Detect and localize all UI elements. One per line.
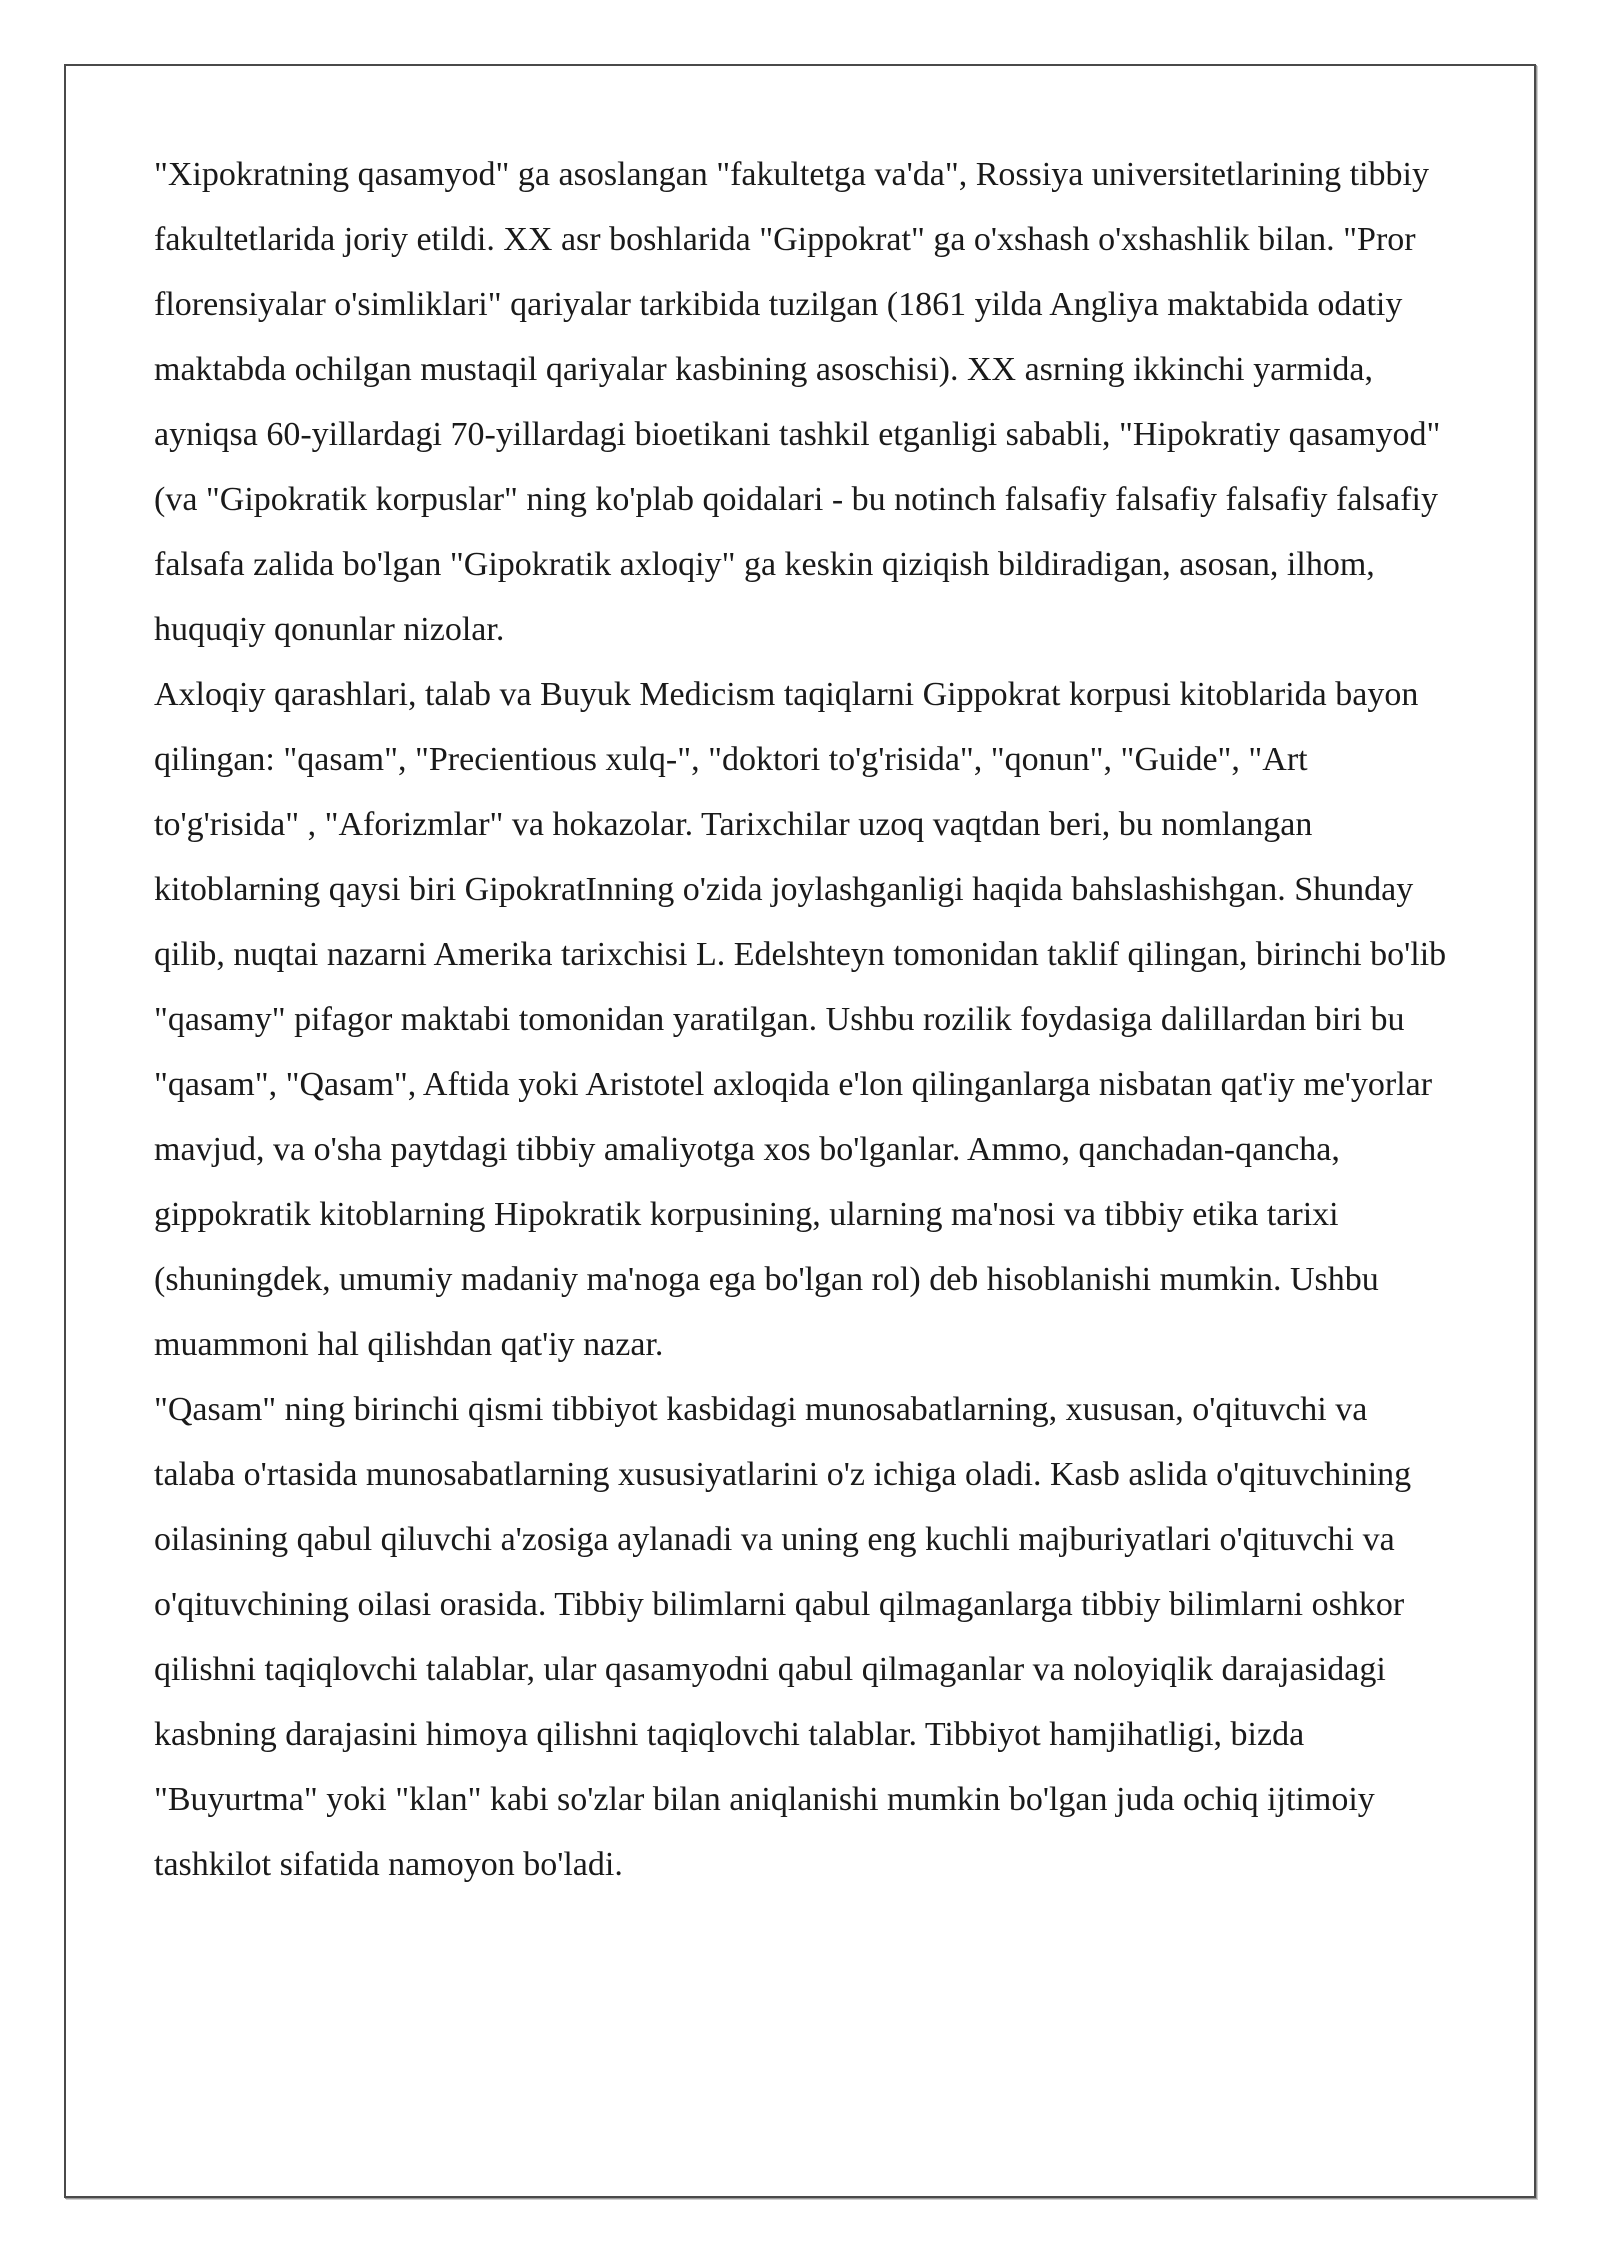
paragraph-2: Axloqiy qarashlari, talab va Buyuk Medicism taqiqlarni Gippokrat korpusi kitoblarida bayon qilingan: "qasam", "Precientious xulq-", "doktori to'g'risida", "qonun", "Guide", "Art to'g'risida" , "Aforizmlar" va hokazolar. Tarixchilar uzoq vaqtdan beri, bu nomlangan kitoblarning qaysi biri GipokratInning o'zida joylashganligi haqida bahslashishgan. Shunday qilib, nuqtai nazarni Amerika tarixchisi L. Edelshteyn tomonidan taklif qilingan, birinchi bo'lib "qasamy" pifagor maktabi tomonidan yaratilgan. Ushbu rozilik foydasiga dalillardan biri bu "qasam", "Qasam", Aftida yoki Aristotel axloqida e'lon qilinganlarga nisbatan qat'iy me'yorlar mavjud, va o'sha paytdagi tibbiy amaliyotga xos bo'lganlar. Ammo, qanchadan-qancha, gippokratik kitoblarning Hipokratik korpusining, ularning ma'nosi va tibbiy etika tarixi (shuningdek, umumiy madaniy ma'noga ega bo'lgan rol) deb hisoblanishi mumkin. Ushbu muammoni hal qilishdan qat'iy nazar. [154,676,1447,1363]
document-body [154,142,1454,1897]
paragraph-1: "Xipokratning qasamyod" ga asoslangan "fakultetga va'da", Rossiya universitetlarining tibbiy fakultetlarida joriy etildi. XX asr boshlarida "Gippokrat" ga o'xshash o'xshashlik bilan. "Pror florensiyalar o'simliklari" qariyalar tarkibida tuzilgan (1861 yilda Angliya maktabida odatiy maktabda ochilgan mustaqil qariyalar kasbining asoschisi). XX asrning ikkinchi yarmida, ayniqsa 60-yillardagi 70-yillardagi bioetikani tashkil etganligi sababli, "Hipokratiy qasamyod" (va "Gipokratik korpuslar" ning ko'plab qoidalari - bu notinch falsafiy falsafiy falsafiy falsafiy falsafa zalida bo'lgan "Gipokratik axloqiy" ga keskin qiziqish bildiradigan, asosan, ilhom, huquqiy qonunlar nizolar. [154,156,1441,648]
paragraph-3: "Qasam" ning birinchi qismi tibbiyot kasbidagi munosabatlarning, xususan, o'qituvchi va talaba o'rtasida munosabatlarning xususiyatlarini o'z ichiga oladi. Kasb aslida o'qituvchining oilasining qabul qiluvchi a'zosiga aylanadi va uning eng kuchli majburiyatlari o'qituvchi va o'qituvchining oilasi orasida. Tibbiy bilimlarni qabul qilmaganlarga tibbiy bilimlarni oshkor qilishni taqiqlovchi talablar, ular qasamyodni qabul qilmaganlar va noloyiqlik darajasidagi kasbning darajasini himoya qilishni taqiqlovchi talablar. Tibbiyot hamjihatligi, bizda "Buyurtma" yoki "klan" kabi so'zlar bilan aniqlanishi mumkin bo'lgan juda ochiq ijtimoiy tashkilot sifatida namoyon bo'ladi. [154,1391,1412,1883]
